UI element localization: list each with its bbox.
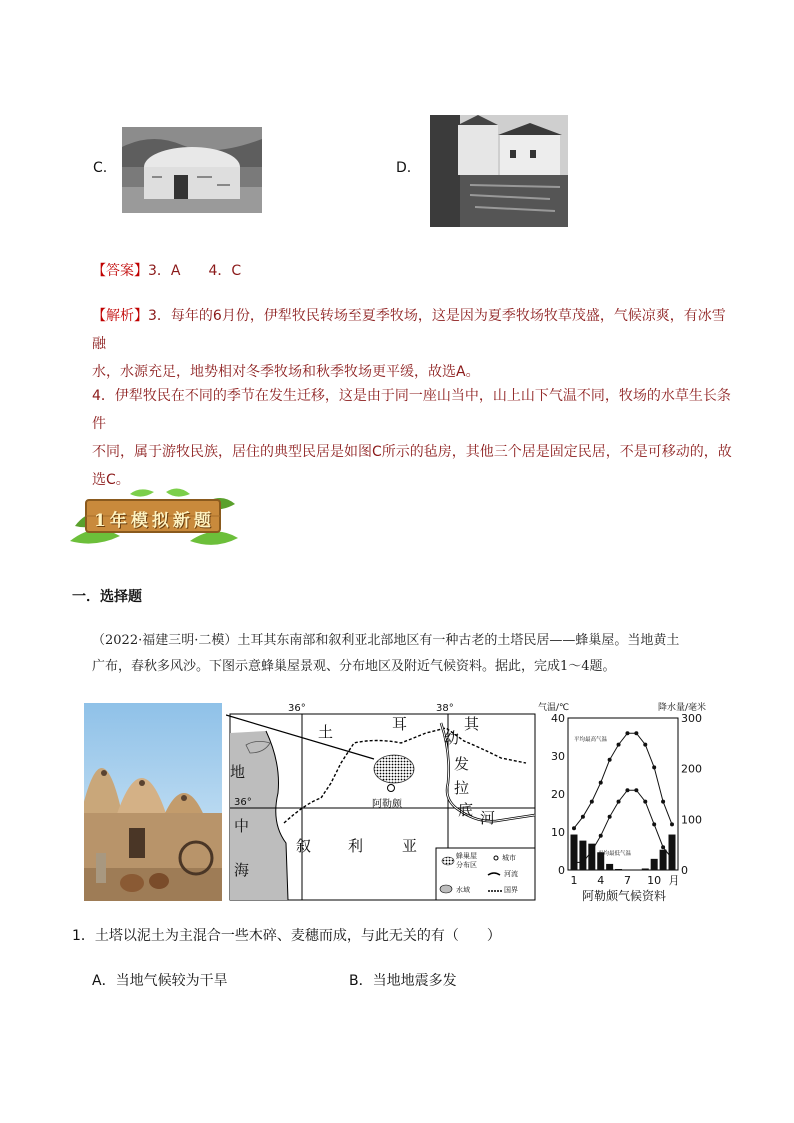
banner-text: 1年模拟新题 — [94, 511, 215, 531]
answer-line — [92, 257, 241, 285]
y-right-tick-100: 100 — [681, 813, 702, 827]
series-2-point-12 — [670, 857, 674, 861]
y-left-tick-0: 0 — [558, 864, 565, 877]
y-left-tick-30: 30 — [551, 750, 565, 763]
yurt-photo — [122, 127, 262, 213]
series-1-point-4 — [599, 781, 603, 785]
legend-water: 水域 — [456, 886, 470, 894]
series-1-point-1 — [572, 826, 576, 830]
question-1-option-b[interactable]: B．当地地震多发 — [349, 973, 457, 989]
climate-chart-svg — [538, 700, 710, 905]
series-2-point-7 — [625, 788, 629, 792]
precip-bar-10 — [651, 859, 658, 870]
map-lon-38: 38° — [436, 703, 454, 714]
beehive-house-photo — [84, 703, 222, 901]
y-left-tick-20: 20 — [551, 788, 565, 801]
x-unit: 月 — [668, 874, 680, 887]
series-2-point-4 — [599, 834, 603, 838]
series-1-point-6 — [617, 743, 621, 747]
analysis-line-5: 选C。 — [92, 472, 130, 488]
legend-city: 城市 — [502, 854, 516, 862]
series-2-point-5 — [608, 815, 612, 819]
question-intro — [92, 628, 752, 680]
analysis-line-4: 不同，属于游牧民族，居住的典型民居是如图C所示的毡房，其他三个居是固定民居，不是可移动的，故 — [92, 444, 732, 460]
map-label-la: 拉 — [454, 779, 470, 797]
map-label-tu: 土 — [318, 723, 334, 741]
map-label-zhong: 中 — [234, 817, 250, 835]
precip-bar-11 — [660, 850, 667, 870]
precip-bar-2 — [579, 841, 586, 870]
map-label-dii: 底 — [458, 801, 474, 819]
precip-bar-9 — [642, 868, 649, 870]
section-title: 一．选择题 — [72, 589, 142, 605]
series-2-point-10 — [652, 822, 656, 826]
y-right-tick-300: 300 — [681, 712, 702, 725]
chart-title: 阿勒颇气候资料 — [581, 889, 667, 903]
analysis-line-1: 3．每年的6月份，伊犁牧民转场至夏季牧场，这是因为夏季牧场牧草茂盛，气候凉爽，有冰雪融 — [92, 308, 726, 352]
series-2-point-6 — [617, 800, 621, 804]
y-right-tick-200: 200 — [681, 762, 702, 776]
series-1-point-7 — [625, 731, 629, 735]
series-1-point-9 — [643, 743, 647, 747]
series-2-point-11 — [661, 845, 665, 849]
series-2-point-1 — [572, 860, 576, 864]
analysis-line-3: 4．伊犁牧民在不同的季节在发生迁移，这是由于同一座山当中，山上山下气温不同，牧场的水草生长条件 — [92, 388, 731, 432]
precip-bar-1 — [571, 835, 578, 870]
analysis-line-2: 水，水源充足，地势相对冬季牧场和秋季牧场更平缓，故选A。 — [92, 364, 480, 380]
answer-tag: 【答案】 — [92, 263, 148, 279]
map-lon-36: 36° — [288, 703, 306, 714]
legend-hive: 蜂巢屋 — [456, 852, 477, 860]
intro-line-2: 广布，春秋多风沙。下图示意蜂巢屋景观、分布地区及附近气候资料。据此，完成1～4题。 — [92, 659, 616, 674]
option-d-letter: D. — [396, 160, 412, 176]
analysis-tag: 【解析】 — [92, 308, 148, 324]
map-label-qi: 其 — [464, 715, 480, 733]
analysis-block-2 — [92, 382, 732, 494]
series-2-point-8 — [634, 788, 638, 792]
map-label-fa: 发 — [454, 755, 470, 773]
legend-border: 国界 — [504, 886, 518, 894]
series-label-max: 平均最高气温 — [574, 736, 608, 743]
series-1-point-2 — [581, 815, 585, 819]
y-left-tick-10: 10 — [551, 826, 565, 839]
legend-hive-2: 分布区 — [456, 861, 477, 869]
y-right-tick-0: 0 — [681, 864, 688, 877]
question-1-option-a[interactable]: A．当地气候较为干旱 — [92, 973, 228, 989]
y-right-label: 降水量/毫米 — [658, 703, 707, 713]
series-1-point-8 — [634, 731, 638, 735]
series-1-point-10 — [652, 765, 656, 769]
map-label-di: 地 — [230, 763, 246, 781]
map-label-xu: 叙 — [296, 837, 312, 855]
series-1-point-5 — [608, 758, 612, 762]
y-left-tick-40: 40 — [551, 712, 565, 725]
series-2-point-3 — [590, 849, 594, 853]
question-1: 1．土塔以泥土为主混合一些木碎、麦穗而成，与此无关的有（ ） — [72, 928, 501, 944]
map-city-label: 阿勒颇 — [372, 799, 402, 810]
analysis-block — [92, 302, 732, 386]
x-tick-4: 4 — [597, 874, 605, 887]
map-label-li: 利 — [348, 837, 364, 855]
x-tick-1: 1 — [570, 874, 578, 887]
answer-text: 3．A 4．C — [148, 263, 242, 279]
distribution-map — [226, 703, 538, 901]
precip-bar-6 — [615, 869, 622, 870]
water-town-photo — [430, 115, 568, 227]
precip-bar-5 — [606, 864, 613, 870]
series-2-point-9 — [643, 800, 647, 804]
series-1-point-11 — [661, 800, 665, 804]
legend-river: 河流 — [504, 870, 518, 878]
series-1-point-3 — [590, 800, 594, 804]
map-label-er: 耳 — [392, 715, 408, 733]
series-label-min: 平均最低气温 — [598, 850, 632, 857]
option-c-letter: C. — [93, 160, 108, 176]
climate-chart — [538, 700, 710, 905]
map-label-ya: 亚 — [402, 837, 418, 855]
series-2-point-2 — [581, 860, 585, 864]
section-banner — [70, 486, 238, 550]
x-tick-7: 7 — [623, 874, 631, 887]
map-lat-36: 36° — [234, 797, 252, 808]
intro-line-1: （2022·福建三明·二模）土耳其东南部和叙利亚北部地区有一种古老的土塔民居——蜂巢屋。当地黄土 — [92, 633, 680, 648]
map-label-hai: 海 — [234, 861, 250, 879]
map-label-he: 河 — [480, 809, 496, 827]
precip-bar-12 — [669, 835, 676, 870]
y-left-label: 气温/℃ — [538, 703, 570, 713]
map-label-you: 幼 — [444, 729, 460, 747]
x-tick-10: 10 — [647, 874, 662, 887]
series-1-point-12 — [670, 822, 674, 826]
